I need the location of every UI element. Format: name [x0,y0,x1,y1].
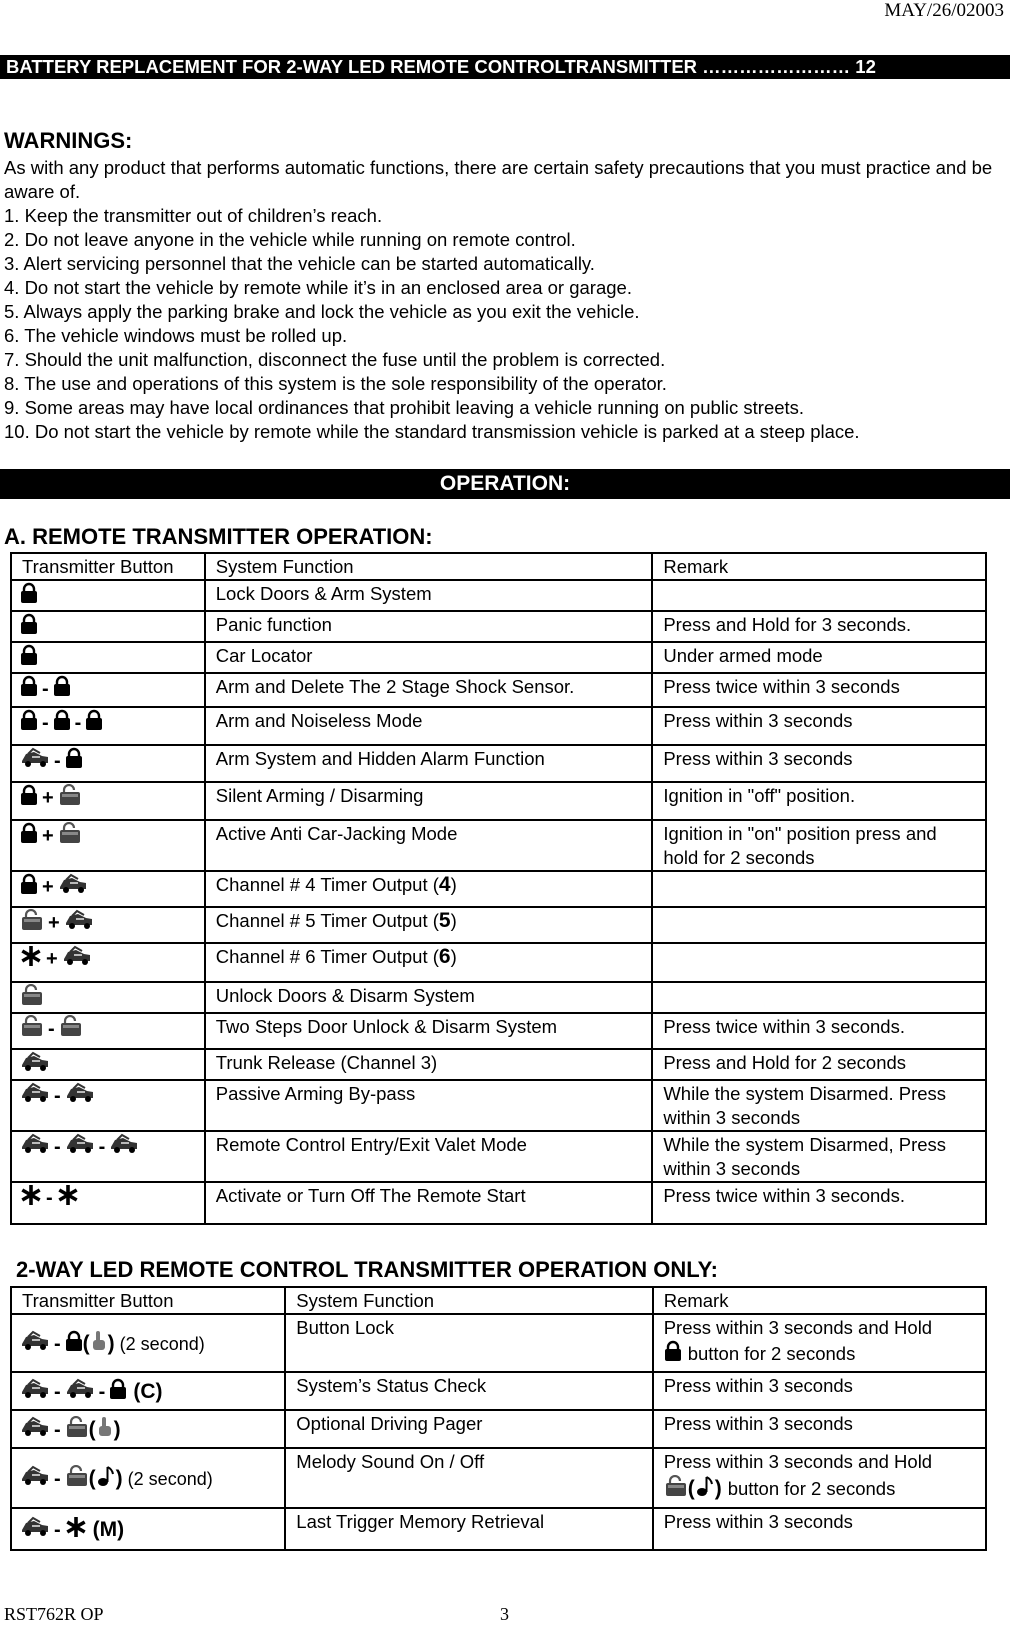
hold-duration-note: (2 second) [127,1468,213,1489]
function-close-paren: ) [450,874,457,895]
button-separator: - [54,1467,61,1490]
button-separator: - [54,1418,61,1441]
lock-icon [20,613,38,641]
warning-item: 4. Do not start the vehicle by remote while it’s in an enclosed area or garage. [4,277,632,298]
star-icon [65,1516,87,1544]
transmitter-button-cell [11,707,205,745]
table-row [11,1013,986,1049]
warning-item: 6. The vehicle windows must be rolled up. [4,325,348,346]
channel-number: 6 [438,945,451,968]
unlock-icon [65,1416,89,1444]
car-trunk-icon [58,873,88,901]
system-function-cell [205,1080,653,1131]
remark-text: Press within 3 seconds and Hold [663,1451,933,1472]
car-trunk-icon [65,1133,95,1161]
remark-cell: Press within 3 seconds [652,745,986,782]
system-function-cell [205,982,653,1013]
button-separator: - [98,1380,106,1403]
car-trunk-icon [65,1082,95,1110]
button-separator: - [54,750,61,772]
warnings-heading: WARNINGS: [4,128,133,153]
unlock-icon [20,984,44,1012]
system-function-text: Passive Arming By-pass [215,1083,416,1104]
system-function-cell: Last Trigger Memory Retrieval [285,1508,652,1550]
transmitter-button-cell [11,1508,285,1550]
unlock-icon [664,1475,688,1503]
system-function-cell: Button Lock [285,1314,652,1372]
lock-icon [20,784,38,812]
car-trunk-icon [20,1378,50,1406]
remark-cell: Press twice within 3 seconds. [652,1013,986,1049]
system-function-text: Arm System and Hidden Alarm Function [215,748,545,769]
system-function-text: Activate or Turn Off The Remote Start [215,1185,526,1206]
warning-item: 9. Some areas may have local ordinances that prohibit leaving a vehicle running on public streets. [4,397,805,418]
star-icon [20,1184,42,1212]
footer-page-number: 3 [500,1604,509,1624]
lock-icon [53,709,71,737]
car-trunk-icon [109,1133,139,1161]
transmitter-button-cell [11,1372,285,1410]
remark-cell: Press and Hold for 3 seconds. [652,611,986,642]
system-function-cell [205,673,653,707]
remark-cell: While the system Disarmed, Press within 3 seconds [652,1131,986,1182]
button-separator: + [42,825,54,847]
remark-text: Press within 3 seconds [663,1413,853,1434]
remark-cell [652,943,986,982]
system-function-cell: Optional Driving Pager [285,1410,652,1448]
car-trunk-icon [62,945,92,973]
unlock-icon [65,1465,89,1493]
lock-icon [664,1340,682,1368]
button-separator: ( [687,1477,695,1500]
remark-text: Press within 3 seconds and Hold [663,1317,933,1338]
remark-cell [653,1448,986,1508]
button-separator: ( [82,1331,90,1355]
table-row [11,1314,986,1372]
table-row [11,642,986,673]
table-header-row [11,553,986,580]
table-row [11,1080,986,1131]
system-function-text: Channel # 6 Timer Output ( [215,946,439,967]
unlock-icon [59,1015,83,1043]
table-row [11,1182,986,1224]
transmitter-button-cell [11,1049,205,1080]
table-row [11,1372,986,1410]
button-separator: - [46,1187,53,1209]
remark-cell [652,907,986,943]
system-function-cell [205,1131,653,1182]
column-header: Transmitter Button [11,1287,285,1314]
mode-code: (M) [92,1517,125,1541]
system-function-cell [205,642,653,673]
button-separator: + [46,948,58,970]
unlock-icon [20,909,44,937]
system-function-cell [205,1049,653,1080]
system-function-cell: System’s Status Check [285,1372,652,1410]
transmitter-button-cell [11,982,205,1013]
button-separator: - [74,712,82,734]
lock-icon [85,709,103,737]
button-separator: ) [107,1331,115,1355]
hand-icon [90,1329,108,1359]
button-separator: - [54,1380,61,1403]
system-function-text: Channel # 5 Timer Output ( [215,910,439,931]
transmitter-button-cell [11,1131,205,1182]
table-row [11,982,986,1013]
channel-number: 5 [438,909,451,932]
lock-icon [20,873,38,901]
system-function-cell [205,943,653,982]
transmitter-button-cell [11,782,205,820]
car-trunk-icon [20,1330,50,1358]
system-function-text: Lock Doors & Arm System [215,583,432,604]
title-bar: BATTERY REPLACEMENT FOR 2-WAY LED REMOTE CONTROLTRANSMITTER …………………… 12 [0,55,1010,79]
button-separator: - [54,1332,61,1355]
button-separator: - [54,1518,61,1541]
warnings-list [4,204,860,444]
system-function-text: Channel # 4 Timer Output ( [215,874,439,895]
table-row [11,1508,986,1550]
button-separator: - [42,712,49,734]
transmitter-button-cell [11,820,205,871]
car-trunk-icon [20,1051,50,1079]
lock-icon [65,747,83,775]
lock-icon [20,822,38,850]
system-function-text: Trunk Release (Channel 3) [215,1052,438,1073]
button-separator: ) [113,1417,121,1441]
lock-icon [65,1330,83,1358]
lock-icon [53,675,71,703]
transmitter-button-cell [11,745,205,782]
table-row [11,871,986,907]
function-close-paren: ) [450,946,457,967]
warning-item: 10. Do not start the vehicle by remote while the standard transmission vehicle is parked at a steep place. [4,421,860,442]
unlock-icon [58,784,82,812]
table-row [11,1448,986,1508]
star-icon [20,945,42,973]
car-trunk-icon [20,1516,50,1544]
column-header: Remark [652,553,986,580]
star-icon [57,1184,79,1212]
system-function-cell [205,782,653,820]
remark-cell: Press and Hold for 2 seconds [652,1049,986,1080]
button-separator: + [42,876,54,898]
system-function-cell: Melody Sound On / Off [285,1448,652,1508]
transmitter-button-cell [11,1448,285,1508]
system-function-text: Panic function [215,614,332,635]
transmitter-button-cell [11,907,205,943]
table-row [11,1049,986,1080]
lock-icon [20,644,38,672]
transmitter-button-cell [11,1410,285,1448]
column-header: Transmitter Button [11,553,205,580]
hand-icon [96,1415,114,1445]
remark-cell [653,1410,986,1448]
remark-text: Press within 3 seconds [663,1375,853,1396]
car-trunk-icon [20,1416,50,1444]
table-row [11,907,986,943]
warning-item: 3. Alert servicing personnel that the vehicle can be started automatically. [4,253,595,274]
remark-cell [653,1508,986,1550]
transmitter-button-cell [11,871,205,907]
transmitter-button-cell [11,1080,205,1131]
system-function-text: Arm and Delete The 2 Stage Shock Sensor. [215,676,575,697]
table-row [11,611,986,642]
warning-item: 5. Always apply the parking brake and lock the vehicle as you exit the vehicle. [4,301,640,322]
button-separator: + [48,912,60,934]
system-function-cell [205,1182,653,1224]
remark-cell: Ignition in "off" position. [652,782,986,820]
table-row [11,782,986,820]
transmitter-button-cell [11,642,205,673]
remark-text: button for 2 seconds [687,1343,856,1364]
unlock-icon [58,822,82,850]
lock-icon [109,1378,127,1406]
warning-item: 8. The use and operations of this system is the sole responsibility of the operator. [4,373,667,394]
car-trunk-icon [65,1378,95,1406]
remark-cell: Press within 3 seconds [652,707,986,745]
remark-cell: Press twice within 3 seconds. [652,1182,986,1224]
table-row [11,580,986,611]
remote-operation-table [10,552,987,1225]
button-separator: - [42,678,49,700]
transmitter-button-cell [11,580,205,611]
system-function-text: Active Anti Car-Jacking Mode [215,823,458,844]
car-trunk-icon [20,1082,50,1110]
function-close-paren: ) [450,910,457,931]
warnings-intro: As with any product that performs automatic functions, there are certain safety precautions that you must practice and be aware of. [4,157,993,202]
button-separator: + [42,787,54,809]
section-2way-heading: 2-WAY LED REMOTE CONTROL TRANSMITTER OPERATION ONLY: [16,1257,719,1282]
remark-cell: While the system Disarmed. Press within 3 seconds [652,1080,986,1131]
button-separator: ) [115,1466,123,1490]
operation-bar: OPERATION: [0,469,1010,499]
system-function-cell [205,907,653,943]
column-header: System Function [285,1287,652,1314]
table-row [11,820,986,871]
remark-second-line [664,1340,975,1368]
table-header-row [11,1287,986,1314]
footer-model: RST762R OP [4,1604,104,1624]
warning-item: 2. Do not leave anyone in the vehicle while running on remote control. [4,229,576,250]
system-function-cell [205,820,653,871]
transmitter-button-cell [11,1182,205,1224]
table-row [11,745,986,782]
button-separator: - [54,1085,61,1107]
table-row [11,707,986,745]
remark-cell [652,580,986,611]
car-trunk-icon [20,1465,50,1493]
transmitter-button-cell [11,1314,285,1372]
system-function-cell [205,745,653,782]
button-separator: - [48,1018,55,1040]
lock-icon [20,582,38,610]
system-function-cell [205,611,653,642]
document-date: MAY/26/02003 [884,0,1004,21]
car-trunk-icon [64,909,94,937]
lock-icon [20,675,38,703]
music-note-icon [96,1464,116,1494]
button-separator: ( [88,1466,96,1490]
music-note-icon [695,1474,715,1504]
system-function-text: Two Steps Door Unlock & Disarm System [215,1016,558,1037]
remark-cell [653,1372,986,1410]
remark-second-line [664,1474,975,1504]
remark-text: button for 2 seconds [727,1478,896,1499]
column-header: System Function [205,553,653,580]
car-trunk-icon [20,1133,50,1161]
table-row [11,943,986,982]
mode-code: (C) [133,1379,163,1403]
lock-icon [20,709,38,737]
channel-number: 4 [438,873,451,896]
system-function-cell [205,1013,653,1049]
system-function-text: Remote Control Entry/Exit Valet Mode [215,1134,527,1155]
remark-cell [653,1314,986,1372]
system-function-text: Unlock Doors & Disarm System [215,985,475,1006]
button-separator: ( [88,1417,96,1441]
table-row [11,1131,986,1182]
remark-cell [652,982,986,1013]
button-separator: - [54,1136,61,1158]
remark-cell: Ignition in "on" position press and hold for 2 seconds [652,820,986,871]
transmitter-button-cell [11,611,205,642]
button-separator: ) [714,1477,722,1500]
remark-cell [652,871,986,907]
unlock-icon [20,1015,44,1043]
section-a-heading: A. REMOTE TRANSMITTER OPERATION: [4,524,433,549]
system-function-cell [205,707,653,745]
system-function-text: Car Locator [215,645,313,666]
button-separator: - [98,1136,106,1158]
system-function-text: Silent Arming / Disarming [215,785,424,806]
warning-item: 7. Should the unit malfunction, disconnect the fuse until the problem is corrected. [4,349,666,370]
table-row [11,673,986,707]
remark-text: Press within 3 seconds [663,1511,853,1532]
table-row [11,1410,986,1448]
warning-item: 1. Keep the transmitter out of children’s reach. [4,205,383,226]
car-trunk-icon [20,747,50,775]
transmitter-button-cell [11,943,205,982]
remark-cell: Press twice within 3 seconds [652,673,986,707]
transmitter-button-cell [11,673,205,707]
hold-duration-note: (2 second) [119,1333,205,1354]
system-function-text: Arm and Noiseless Mode [215,710,423,731]
system-function-cell [205,580,653,611]
two-way-operation-table [10,1286,987,1551]
remark-cell: Under armed mode [652,642,986,673]
transmitter-button-cell [11,1013,205,1049]
column-header: Remark [653,1287,986,1314]
system-function-cell [205,871,653,907]
